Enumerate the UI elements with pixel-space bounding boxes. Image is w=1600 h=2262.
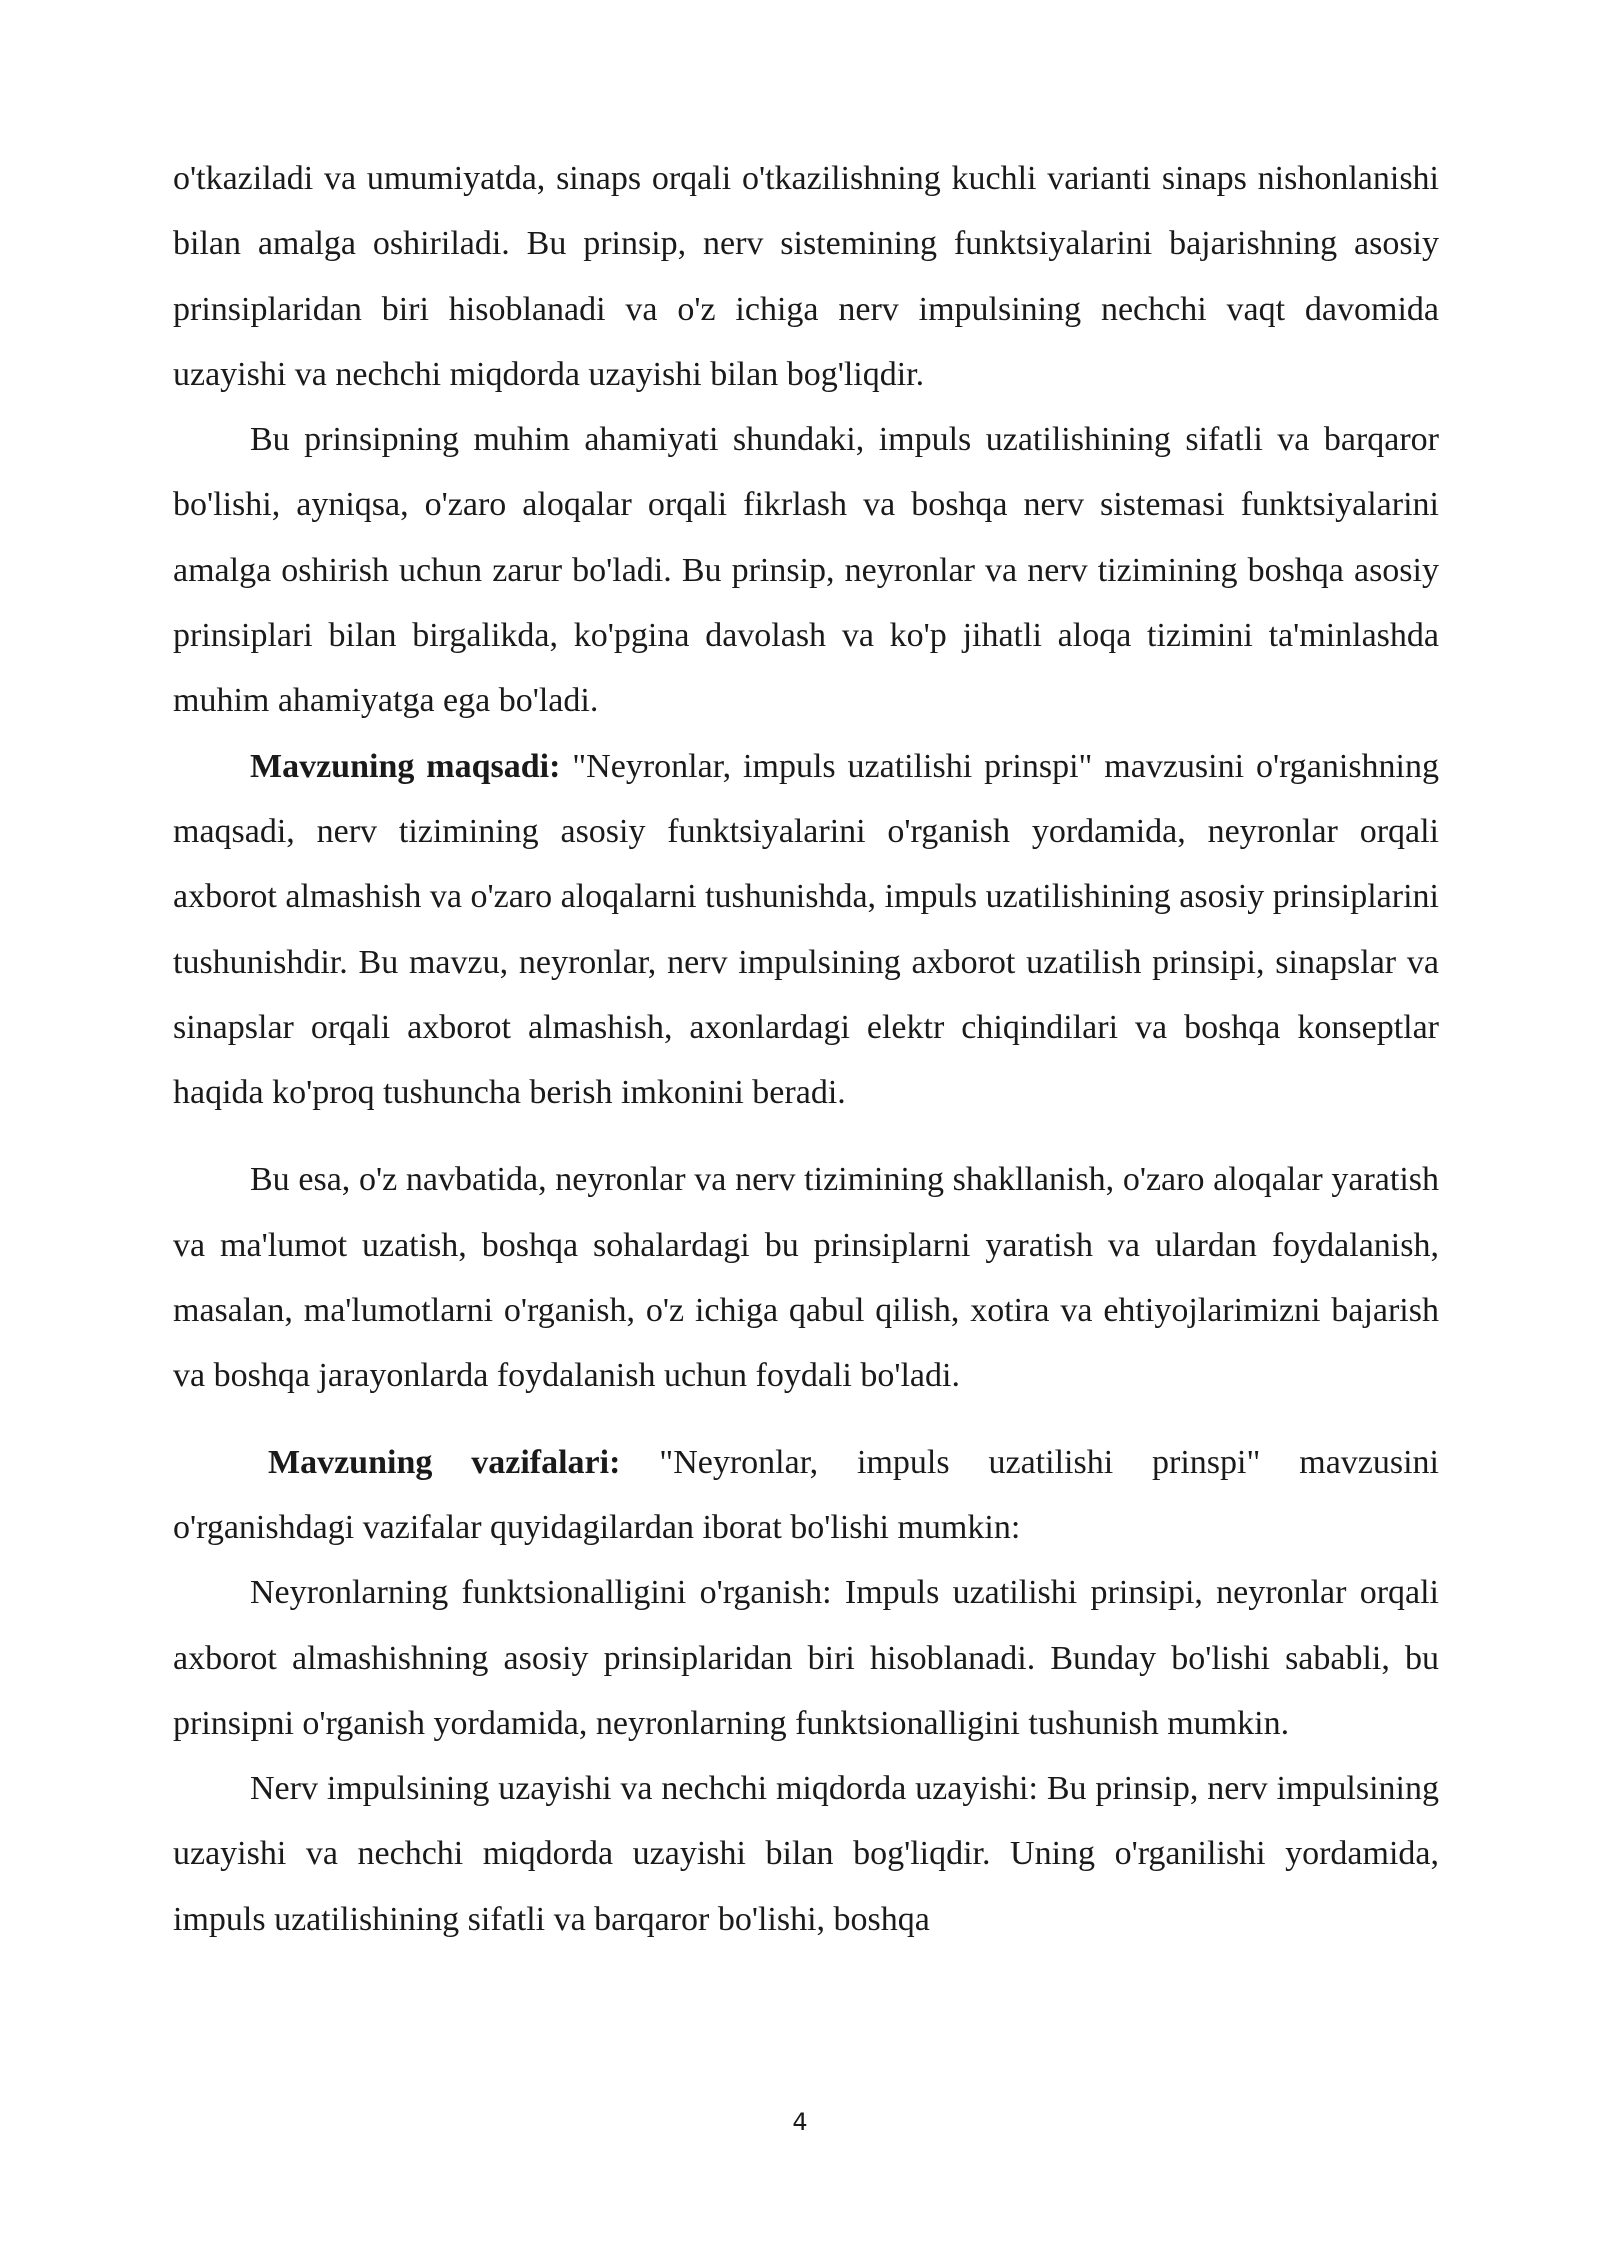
page-number: 4 (792, 2108, 808, 2136)
paragraph-text: Bu esa, o'z navbatida, neyronlar va nerv tizimining shakllanish, o'zaro aloqalar yaratish va ma'lumot uzatish, boshqa sohalardagi bu prinsiplarni yaratish va ulardan foydalanish, masalan, ma'lumotlarni o'rganish, o'z ichiga qabul qilish, xotira va ehtiyojlarimizni bajarish va boshqa jarayonlarda foydalanish uchun foydali bo'ladi. (173, 1161, 1439, 1395)
paragraph-text: Nerv impulsining uzayishi va nechchi miqdorda uzayishi: Bu prinsip, nerv impulsining uzayishi va nechchi miqdorda uzayishi bilan bog'liqdir. Uning o'rganilishi yordamida, impuls uzatilishining sifatli va barqaror bo'lishi, boshqa (173, 1770, 1439, 1938)
paragraph-goal (173, 734, 1439, 1126)
paragraph-text: Bu prinsipning muhim ahamiyati shundaki, impuls uzatilishining sifatli va barqaror bo'lishi, ayniqsa, o'zaro aloqalar orqali fikrlash va boshqa nerv sistemasi funktsiyalarini amalga oshirish uchun zarur bo'ladi. Bu prinsip, neyronlar va nerv tizimining boshqa asosiy prinsiplari bilan birgalikda, ko'pgina davolash va ko'p jihatli aloqa tizimini ta'minlashda muhim ahamiyatga ega bo'ladi. (173, 421, 1439, 720)
paragraph-text: "Neyronlar, impuls uzatilishi prinspi" mavzusini o'rganishdagi vazifalar quyidagilardan iborat bo'lishi mumkin: (173, 1443, 1439, 1546)
paragraph-task-impulse (173, 1756, 1439, 1952)
paragraph-tasks (173, 1430, 1439, 1561)
paragraph-text: "Neyronlar, impuls uzatilishi prinspi" mavzusini o'rganishning maqsadi, nerv tizimining asosiy funktsiyalarini o'rganish yordamida, neyronlar orqali axborot almashish va o'zaro aloqalarni tushunishda, impuls uzatilishining asosiy prinsiplarini tushunishdir. Bu mavzu, neyronlar, nerv impulsining axborot uzatilish prinsipi, sinapslar va sinapslar orqali axborot almashish, axonlardagi elektr chiqindilari va boshqa konseptlar haqida ko'proq tushuncha berish imkonini beradi. (173, 747, 1440, 1112)
paragraph-task-functionality (173, 1560, 1439, 1756)
goal-heading: Mavzuning maqsadi: (250, 747, 561, 785)
body-text (173, 146, 1439, 1952)
paragraph-application (173, 1147, 1439, 1408)
paragraph-importance (173, 407, 1439, 733)
paragraph-continuation (173, 146, 1439, 407)
tasks-heading: Mavzuning vazifalari: (268, 1443, 621, 1481)
paragraph-text: Neyronlarning funktsionalligini o'rganish: Impuls uzatilishi prinsipi, neyronlar orqali axborot almashishning asosiy prinsiplaridan biri hisoblanadi. Bunday bo'lishi sababli, bu prinsipni o'rganish yordamida, neyronlarning funktsionalligini tushunish mumkin. (173, 1574, 1439, 1742)
paragraph-text: o'tkaziladi va umumiyatda, sinaps orqali o'tkazilishning kuchli varianti sinaps nishonlanishi bilan amalga oshiriladi. Bu prinsip, nerv sistemining funktsiyalarini bajarishning asosiy prinsiplaridan biri hisoblanadi va o'z ichiga nerv impulsining nechchi vaqt davomida uzayishi va nechchi miqdorda uzayishi bilan bog'liqdir. (173, 160, 1439, 393)
